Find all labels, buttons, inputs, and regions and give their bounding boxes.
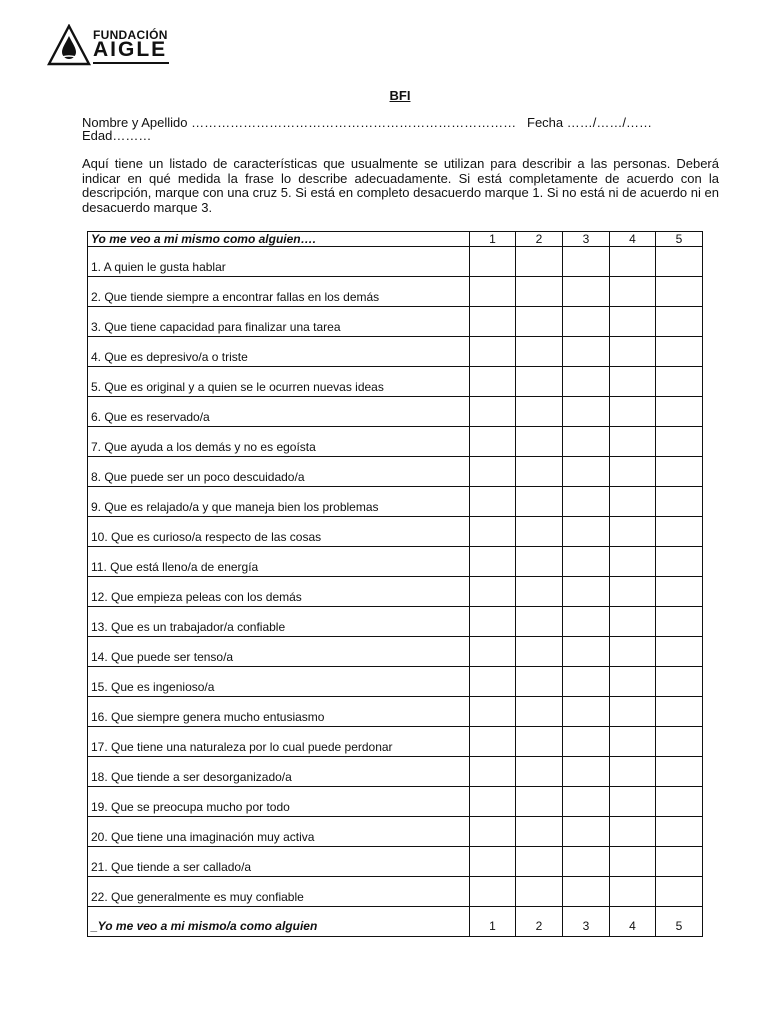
rating-cell-4[interactable] xyxy=(610,787,656,817)
rating-cell-3[interactable] xyxy=(563,247,610,277)
table-row xyxy=(88,487,703,517)
rating-cell-1[interactable] xyxy=(470,787,516,817)
item-label: 8. Que puede ser un poco descuidado/a xyxy=(91,470,305,484)
table-row xyxy=(88,367,703,397)
rating-cell-3[interactable] xyxy=(563,517,610,547)
table-row xyxy=(88,337,703,367)
rating-cell-4[interactable] xyxy=(610,307,656,337)
rating-cell-3[interactable] xyxy=(563,457,610,487)
rating-cell-5[interactable] xyxy=(656,817,703,847)
item-label-cell xyxy=(88,727,470,757)
rating-cell-5[interactable] xyxy=(656,517,703,547)
scale-label: 4 xyxy=(629,919,636,933)
rating-cell-4[interactable] xyxy=(610,757,656,787)
item-label: 15. Que es ingenioso/a xyxy=(91,680,215,694)
rating-cell-3[interactable] xyxy=(563,667,610,697)
scale-label: 3 xyxy=(582,919,590,933)
logo-underline xyxy=(93,62,169,64)
scale-label: 1 xyxy=(489,919,496,933)
item-label-cell xyxy=(88,667,470,697)
rating-cell-4[interactable] xyxy=(610,547,656,577)
name-field[interactable]: Nombre y Apellido ………………………………………………………………… xyxy=(82,115,517,130)
table-row xyxy=(88,277,703,307)
scale-label: 5 xyxy=(675,919,683,933)
item-label-cell xyxy=(88,337,470,367)
item-label: 3. Que tiene capacidad para finalizar una tarea xyxy=(91,320,341,334)
rating-cell-2[interactable] xyxy=(516,607,563,637)
rating-cell-5[interactable] xyxy=(656,247,703,277)
table-row xyxy=(88,517,703,547)
rating-cell-1[interactable] xyxy=(470,397,516,427)
table-row xyxy=(88,577,703,607)
header-scale-5 xyxy=(656,232,703,247)
item-label: 20. Que tiene una imaginación muy activa xyxy=(91,830,315,844)
scale-label: 2 xyxy=(535,919,543,933)
item-label: 11. Que está lleno/a de energía xyxy=(91,560,259,574)
item-label: 22. Que generalmente es muy confiable xyxy=(91,890,304,904)
rating-cell-1[interactable] xyxy=(470,697,516,727)
rating-cell-1[interactable] xyxy=(470,427,516,457)
rating-cell-1[interactable] xyxy=(470,547,516,577)
item-label-cell xyxy=(88,427,470,457)
instructions-text: Aquí tiene un listado de características que usualmente se utilizan para describir a las personas. Deberá indicar en qué medida la frase lo describe adecuadamente. Si está completamente de acuerdo con la descripción, marque con una cruz 5. Si está en completo desacuerdo marque 1. Si no está ni de acuerdo ni en desacuerdo marque 3. xyxy=(82,156,719,215)
rating-cell-3[interactable] xyxy=(563,637,610,667)
footer-label-cell xyxy=(88,907,470,937)
rating-cell-2[interactable] xyxy=(516,727,563,757)
rating-cell-2[interactable] xyxy=(516,247,563,277)
item-label-cell xyxy=(88,817,470,847)
item-label-cell xyxy=(88,787,470,817)
header-scale-1 xyxy=(470,232,516,247)
rating-cell-4[interactable] xyxy=(610,877,656,907)
respondent-fields xyxy=(82,116,722,142)
rating-cell-5[interactable] xyxy=(656,457,703,487)
table-row xyxy=(88,457,703,487)
table-header-row xyxy=(88,232,703,247)
footer-scale-5 xyxy=(656,907,703,937)
item-label-cell xyxy=(88,397,470,427)
item-label-cell xyxy=(88,577,470,607)
table-row xyxy=(88,427,703,457)
rating-cell-5[interactable] xyxy=(656,277,703,307)
item-label: 7. Que ayuda a los demás y no es egoísta xyxy=(91,440,316,454)
rating-cell-2[interactable] xyxy=(516,637,563,667)
table-row xyxy=(88,787,703,817)
header-scale-4 xyxy=(610,232,656,247)
rating-cell-3[interactable] xyxy=(563,547,610,577)
item-label: 12. Que empieza peleas con los demás xyxy=(91,590,302,604)
rating-cell-5[interactable] xyxy=(656,577,703,607)
rating-cell-2[interactable] xyxy=(516,787,563,817)
rating-cell-2[interactable] xyxy=(516,487,563,517)
item-label-cell xyxy=(88,637,470,667)
rating-cell-2[interactable] xyxy=(516,337,563,367)
table-row xyxy=(88,307,703,337)
rating-cell-5[interactable] xyxy=(656,397,703,427)
rating-cell-2[interactable] xyxy=(516,847,563,877)
rating-cell-1[interactable] xyxy=(470,637,516,667)
rating-cell-2[interactable] xyxy=(516,577,563,607)
rating-cell-5[interactable] xyxy=(656,367,703,397)
rating-cell-3[interactable] xyxy=(563,607,610,637)
item-label: 5. Que es original y a quien se le ocurren nuevas ideas xyxy=(91,380,384,394)
age-field[interactable]: Edad……… xyxy=(82,128,152,143)
rating-cell-1[interactable] xyxy=(470,337,516,367)
item-label-cell xyxy=(88,487,470,517)
table-row xyxy=(88,397,703,427)
table-row xyxy=(88,697,703,727)
rating-cell-5[interactable] xyxy=(656,877,703,907)
rating-cell-1[interactable] xyxy=(470,517,516,547)
rating-cell-4[interactable] xyxy=(610,577,656,607)
rating-cell-1[interactable] xyxy=(470,307,516,337)
rating-cell-5[interactable] xyxy=(656,697,703,727)
rating-cell-4[interactable] xyxy=(610,457,656,487)
item-label: 16. Que siempre genera mucho entusiasmo xyxy=(91,710,325,724)
item-label: 21. Que tiende a ser callado/a xyxy=(91,860,252,874)
rating-cell-3[interactable] xyxy=(563,487,610,517)
rating-cell-2[interactable] xyxy=(516,307,563,337)
rating-cell-2[interactable] xyxy=(516,277,563,307)
rating-cell-2[interactable] xyxy=(516,697,563,727)
table-row xyxy=(88,247,703,277)
scale-label: 4 xyxy=(629,232,636,246)
rating-cell-3[interactable] xyxy=(563,277,610,307)
table-row xyxy=(88,877,703,907)
rating-cell-4[interactable] xyxy=(610,277,656,307)
rating-cell-3[interactable] xyxy=(563,307,610,337)
scale-label: 1 xyxy=(489,232,496,246)
footer-scale-4 xyxy=(610,907,656,937)
rating-cell-1[interactable] xyxy=(470,247,516,277)
rating-cell-3[interactable] xyxy=(563,577,610,607)
rating-cell-2[interactable] xyxy=(516,517,563,547)
rating-cell-5[interactable] xyxy=(656,547,703,577)
footer-scale-2 xyxy=(516,907,563,937)
rating-cell-4[interactable] xyxy=(610,337,656,367)
rating-cell-4[interactable] xyxy=(610,727,656,757)
rating-cell-1[interactable] xyxy=(470,487,516,517)
rating-cell-3[interactable] xyxy=(563,427,610,457)
logo-line-1: FUNDACIÓN xyxy=(93,28,168,42)
item-label: 2. Que tiende siempre a encontrar fallas en los demás xyxy=(91,290,380,304)
table-row xyxy=(88,847,703,877)
rating-cell-3[interactable] xyxy=(563,847,610,877)
item-label: 6. Que es reservado/a xyxy=(91,410,210,424)
table-row xyxy=(88,607,703,637)
rating-cell-5[interactable] xyxy=(656,427,703,457)
table-row xyxy=(88,667,703,697)
rating-cell-3[interactable] xyxy=(563,727,610,757)
footer-scale-3 xyxy=(563,907,610,937)
rating-cell-5[interactable] xyxy=(656,667,703,697)
item-label-cell xyxy=(88,877,470,907)
rating-cell-2[interactable] xyxy=(516,667,563,697)
footer-scale-1 xyxy=(470,907,516,937)
rating-cell-4[interactable] xyxy=(610,427,656,457)
rating-cell-3[interactable] xyxy=(563,817,610,847)
rating-cell-5[interactable] xyxy=(656,757,703,787)
rating-cell-1[interactable] xyxy=(470,727,516,757)
rating-cell-3[interactable] xyxy=(563,397,610,427)
item-label-cell xyxy=(88,307,470,337)
table-row xyxy=(88,637,703,667)
rating-cell-1[interactable] xyxy=(470,817,516,847)
rating-cell-4[interactable] xyxy=(610,517,656,547)
rating-cell-1[interactable] xyxy=(470,847,516,877)
document-title: BFI xyxy=(389,88,411,103)
rating-cell-4[interactable] xyxy=(610,247,656,277)
rating-cell-2[interactable] xyxy=(516,397,563,427)
rating-cell-4[interactable] xyxy=(610,397,656,427)
rating-cell-4[interactable] xyxy=(610,637,656,667)
rating-cell-1[interactable] xyxy=(470,607,516,637)
drop-triangle-icon xyxy=(47,24,91,66)
table-row xyxy=(88,547,703,577)
item-label-cell xyxy=(88,757,470,787)
rating-cell-5[interactable] xyxy=(656,487,703,517)
rating-cell-4[interactable] xyxy=(610,667,656,697)
table-row xyxy=(88,817,703,847)
rating-cell-4[interactable] xyxy=(610,607,656,637)
scale-label: 2 xyxy=(535,232,543,246)
header-scale-2 xyxy=(516,232,563,247)
table-row xyxy=(88,727,703,757)
bfi-questionnaire-table xyxy=(87,231,703,937)
header-scale-3 xyxy=(563,232,610,247)
rating-cell-4[interactable] xyxy=(610,697,656,727)
item-label-cell xyxy=(88,367,470,397)
item-label: 18. Que tiende a ser desorganizado/a xyxy=(91,770,292,784)
rating-cell-3[interactable] xyxy=(563,787,610,817)
item-label-cell xyxy=(88,847,470,877)
rating-cell-1[interactable] xyxy=(470,667,516,697)
item-label: 10. Que es curioso/a respecto de las cosas xyxy=(91,530,322,544)
item-label-cell xyxy=(88,247,470,277)
header-label: Yo me veo a mi mismo como alguien…. xyxy=(88,232,470,247)
footer-label: _Yo me veo a mi mismo/a como alguien xyxy=(91,919,318,933)
rating-cell-2[interactable] xyxy=(516,877,563,907)
rating-cell-5[interactable] xyxy=(656,607,703,637)
date-field[interactable]: Fecha ……/……/…… xyxy=(527,115,652,130)
item-label: 13. Que es un trabajador/a confiable xyxy=(91,620,286,634)
item-label-cell xyxy=(88,457,470,487)
item-label-cell xyxy=(88,607,470,637)
rating-cell-1[interactable] xyxy=(470,877,516,907)
item-label: 17. Que tiene una naturaleza por lo cual puede perdonar xyxy=(91,740,393,754)
rating-cell-2[interactable] xyxy=(516,817,563,847)
rating-cell-5[interactable] xyxy=(656,787,703,817)
rating-cell-1[interactable] xyxy=(470,457,516,487)
rating-cell-5[interactable] xyxy=(656,337,703,367)
table-footer-row xyxy=(88,907,703,937)
item-label: 9. Que es relajado/a y que maneja bien los problemas xyxy=(91,500,379,514)
table-row xyxy=(88,757,703,787)
item-label: 14. Que puede ser tenso/a xyxy=(91,650,234,664)
rating-cell-2[interactable] xyxy=(516,547,563,577)
rating-cell-3[interactable] xyxy=(563,697,610,727)
rating-cell-2[interactable] xyxy=(516,457,563,487)
rating-cell-4[interactable] xyxy=(610,847,656,877)
rating-cell-1[interactable] xyxy=(470,277,516,307)
rating-cell-4[interactable] xyxy=(610,367,656,397)
rating-cell-5[interactable] xyxy=(656,307,703,337)
foundation-logo xyxy=(47,24,171,66)
item-label: 1. A quien le gusta hablar xyxy=(91,260,226,274)
scale-label: 5 xyxy=(675,232,683,246)
rating-cell-2[interactable] xyxy=(516,757,563,787)
rating-cell-4[interactable] xyxy=(610,817,656,847)
item-label-cell xyxy=(88,277,470,307)
rating-cell-5[interactable] xyxy=(656,727,703,757)
item-label-cell xyxy=(88,697,470,727)
rating-cell-3[interactable] xyxy=(563,757,610,787)
item-label: 4. Que es depresivo/a o triste xyxy=(91,350,248,364)
rating-cell-5[interactable] xyxy=(656,637,703,667)
logo-line-2: AIGLE xyxy=(93,38,168,61)
rating-cell-1[interactable] xyxy=(470,367,516,397)
rating-cell-3[interactable] xyxy=(563,367,610,397)
rating-cell-1[interactable] xyxy=(470,757,516,787)
rating-cell-4[interactable] xyxy=(610,487,656,517)
rating-cell-2[interactable] xyxy=(516,367,563,397)
item-label-cell xyxy=(88,547,470,577)
item-label-cell xyxy=(88,517,470,547)
item-label: 19. Que se preocupa mucho por todo xyxy=(91,800,290,814)
rating-cell-2[interactable] xyxy=(516,427,563,457)
rating-cell-3[interactable] xyxy=(563,877,610,907)
scale-label: 3 xyxy=(582,232,590,246)
rating-cell-3[interactable] xyxy=(563,337,610,367)
rating-cell-5[interactable] xyxy=(656,847,703,877)
rating-cell-1[interactable] xyxy=(470,577,516,607)
